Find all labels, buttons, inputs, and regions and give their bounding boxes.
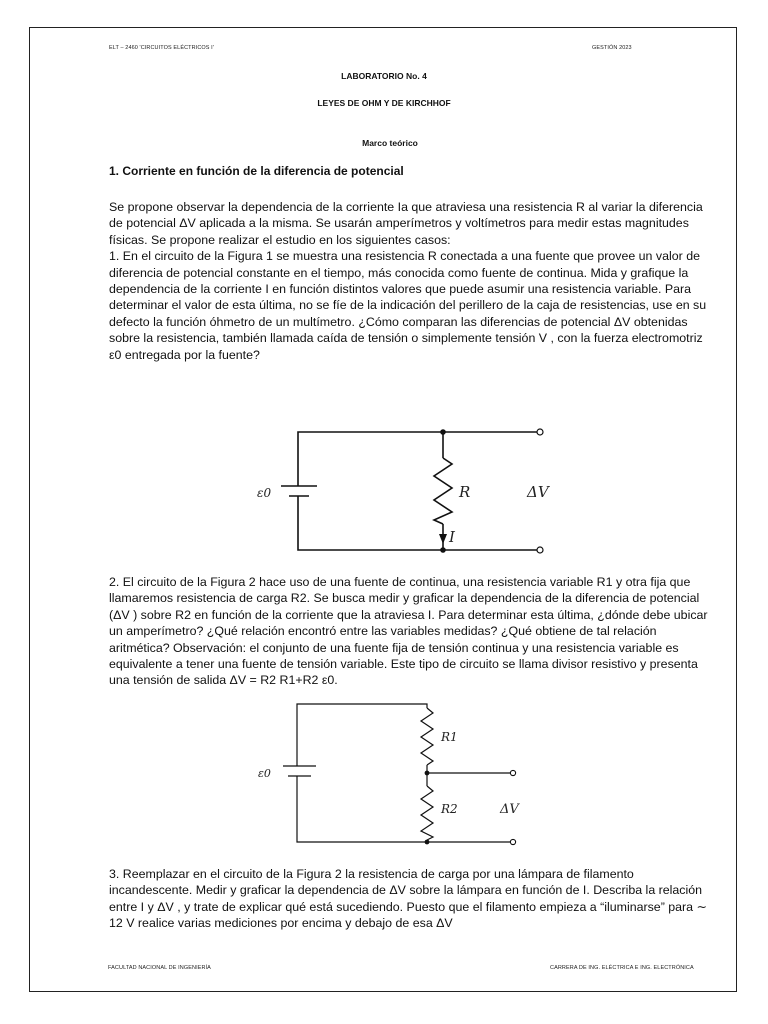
section-title: Marco teórico: [362, 138, 418, 148]
fig2-r1-zigzag: [421, 708, 433, 765]
paragraph-line: 3. Reemplazar en el circuito de la Figura 2 la resistencia de carga por una lámpara de filamento: [109, 867, 634, 881]
paragraph-line: diferencia de potencial constante en el tiempo, más conocida como fuente de continua. Mida y grafique la: [109, 265, 689, 280]
fig1-current-label: I: [449, 528, 455, 546]
paragraph-line: determinar el valor de esta última, no se fíe de la indicación del perillero de la caja de resistencias, use en su: [109, 298, 707, 313]
paragraph-line: 1. En el circuito de la Figura 1 se muestra una resistencia R conectada a una fuente que provee un valor de: [109, 249, 700, 264]
paragraph-line: llamaremos resistencia de carga R2. Se busca medir y graficar la dependencia de la diferencia de potencial: [109, 591, 700, 606]
paragraph-line: (ΔV ) sobre R2 en función de la corriente que la atraviesa I. Para determinar esta última, ¿dónde debe ubicar: [109, 607, 708, 622]
fig1-resistor-label: R: [459, 483, 471, 501]
header-course: ELT – 2460 'CIRCUITOS ELÉCTRICOS I': [109, 45, 214, 51]
paragraph-line: equivalente a tener una fuente de tensión variable. Este tipo de circuito se llama divisor resistivo y presenta: [109, 657, 698, 672]
fig2-voltage-label: ΔV: [500, 802, 519, 817]
fig1-voltage-label: ΔV: [527, 483, 549, 501]
lab-subject: LEYES DE OHM Y DE KIRCHHOF: [317, 98, 451, 108]
paragraph-line: incandescente. Medir y graficar la dependencia de ΔV sobre la lámpara en función de I. Describa la relación: [109, 883, 703, 898]
paragraph-line: sobre la resistencia, también llamada caída de tensión o simplemente tensión V , con la fuerza electromotriz: [109, 331, 703, 346]
fig2-terminal-bottom: [510, 839, 515, 844]
lab-title: LABORATORIO No. 4: [341, 71, 427, 81]
header-term: GESTIÓN 2023: [592, 45, 632, 51]
paragraph-line: Se propone observar la dependencia de la corriente Ia que atraviesa una resistencia R al variar la diferencia: [109, 200, 703, 214]
paragraph-line: dependencia de la corriente I en función distintos valores que puede asumir una resistencia variable. Para: [109, 282, 692, 297]
fig2-top-wire: [297, 704, 427, 766]
section1-heading: 1. Corriente en función de la diferencia de potencial: [109, 164, 404, 178]
fig1-source-label: ε0: [257, 486, 272, 500]
paragraph-line: un amperímetro? ¿Qué relación encontró entre las variables medidas? ¿Qué obtiene de tal relación: [109, 624, 657, 639]
fig2-node-mid: [425, 771, 430, 776]
fig2-bottom-wire: [297, 776, 427, 842]
paragraph-line: ε0 entregada por la fuente?: [109, 347, 260, 362]
footer-career: CARRERA DE ING. ELÉCTRICA E ING. ELECTRÓNICA: [550, 965, 694, 971]
paragraph-line: defecto la función óhmetro de un multímetro. ¿Cómo comparan las diferencias de potencial ΔV obtenidas: [109, 314, 688, 329]
paragraph-line: aritmética? Observación: el conjunto de una fuente fija de tensión continua y una resistencia variable es: [109, 640, 679, 655]
fig2-r2-label: R2: [441, 802, 458, 816]
fig2-r1-label: R1: [441, 730, 458, 744]
fig2-node-bottom: [425, 840, 430, 845]
paragraph-line: entre I y ΔV , y trate de explicar qué está sucediendo. Puesto que el filamento empieza a “iluminarse” para ∼: [109, 899, 707, 914]
paragraph-line: 2. El circuito de la Figura 2 hace uso de una fuente de continua, una resistencia variable R1 y otra fija que: [109, 575, 691, 589]
footer-faculty: FACULTAD NACIONAL DE INGENIERÍA: [108, 965, 211, 971]
fig2-terminal-top: [510, 770, 515, 775]
paragraph-line: 12 V realice varias mediciones por encima y debajo de esa ΔV: [109, 916, 453, 931]
paragraph-line: de potencial ΔV aplicada a la misma. Se usarán amperímetros y voltímetros para medir estas magnitudes: [109, 216, 689, 231]
paragraph-line: físicas. Se propone realizar el estudio en los siguientes casos:: [109, 232, 451, 247]
fig2-r2-zigzag: [421, 786, 433, 840]
paragraph-line: una tensión de salida ΔV = R2 R1+R2 ε0.: [109, 673, 338, 688]
case3-paragraph: [109, 866, 743, 932]
fig2-source-label: ε0: [258, 767, 271, 780]
